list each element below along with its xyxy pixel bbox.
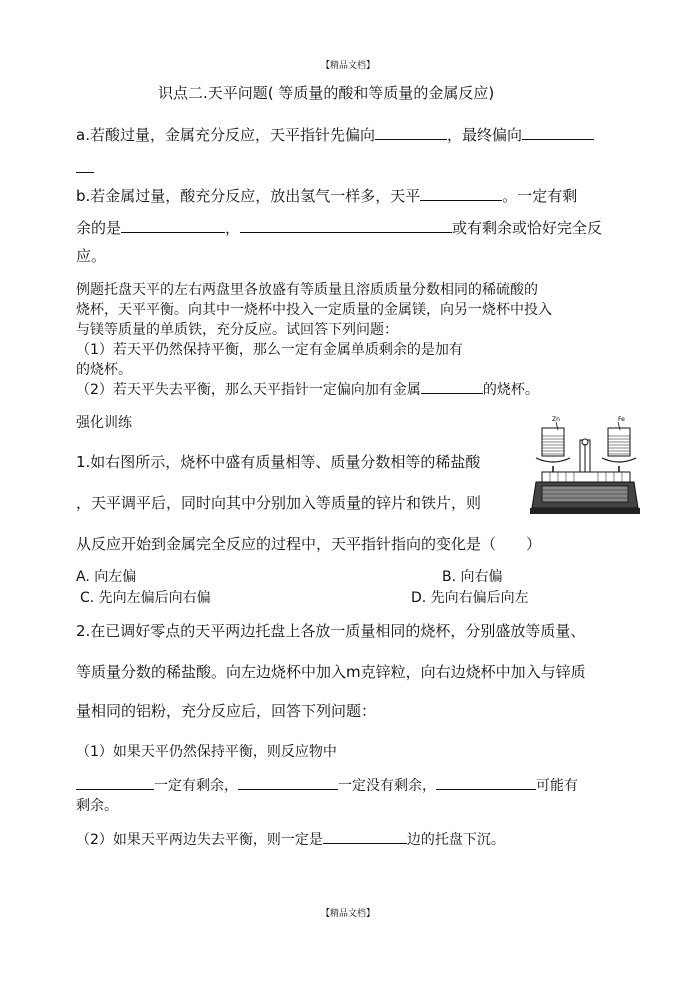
right-beaker <box>608 422 630 456</box>
fe-label: Fe <box>618 416 625 423</box>
q2-p1-text3: 可能有 <box>536 778 578 794</box>
part-b-line3: 应。 <box>76 247 107 265</box>
example-q2-text1: （2）若天平失去平衡，那么天平指针一定偏向加有金属 <box>76 382 421 398</box>
q2-p1-line1: （1）如果天平仍然保持平衡，则反应物中 <box>76 744 337 760</box>
q2-p1-text1: 一定有剩余， <box>154 778 238 794</box>
q2-p1-line2 <box>76 775 578 795</box>
q1-option-d[interactable]: D. 先向右偏后向左 <box>411 590 529 606</box>
q1-line2: ，天平调平后，同时向其中分别加入等质量的锌片和铁片，则 <box>76 494 482 512</box>
example-q2-blank[interactable] <box>421 379 483 394</box>
q2-line3: 量相同的铝粉，充分反应后，回答下列问题： <box>76 702 377 720</box>
part-a-line <box>76 124 594 145</box>
part-b-line2 <box>76 217 602 238</box>
part-b-text4: ， <box>225 219 241 237</box>
q2-p1-line3: 剩余。 <box>76 798 118 814</box>
q2-p1-text2: 一定没有剩余， <box>338 778 436 794</box>
example-q1-line2: 的烧杯。 <box>76 362 132 378</box>
q2-p2-text1: （2）如果天平两边失去平衡，则一定是 <box>76 832 323 848</box>
part-a-text1: a.若酸过量，金属充分反应，天平指针先偏向 <box>76 126 375 144</box>
example-q2-text2: 的烧杯。 <box>482 382 539 398</box>
page-header: 【精品文档】 <box>320 61 375 71</box>
part-a-blank2[interactable] <box>522 125 594 140</box>
part-b-line1 <box>76 185 577 206</box>
part-a-text2: ，最终偏向 <box>446 126 522 144</box>
part-b-text5: 或有剩余或恰好完全反 <box>452 219 603 237</box>
q2-p1-blank1[interactable] <box>76 775 154 790</box>
part-b-text1: b.若金属过量，酸充分反应，放出氢气一样多，天平 <box>76 187 421 205</box>
part-a-blank1[interactable] <box>375 125 447 140</box>
part-b-blank1[interactable] <box>420 186 502 201</box>
section-title: 强化训练 <box>76 415 132 431</box>
zn-label: Zn <box>552 416 560 423</box>
q1-line1: 1.如右图所示，烧杯中盛有质量相等、质量分数相等的稀盐酸 <box>76 453 481 471</box>
left-pan <box>536 458 570 462</box>
q2-line2: 等质量分数的稀盐酸。向左边烧杯中加入m克锌粒，向右边烧杯中加入与锌质 <box>76 663 586 681</box>
part-b-text3: 余的是 <box>76 219 122 237</box>
example-line1: 例题托盘天平的左右两盘里各放盛有等质量且溶质质量分数相同的稀硫酸的 <box>76 282 538 298</box>
page-title: 识点二.天平问题( 等质量的酸和等质量的金属反应) <box>158 84 495 102</box>
part-b-blank2[interactable] <box>121 218 225 233</box>
example-q1-line1: （1）若天平仍然保持平衡，那么一定有金属单质剩余的是加有 <box>76 342 463 358</box>
balance-figure <box>530 410 640 520</box>
example-line3: 与镁等质量的单质铁，充分反应。试回答下列问题： <box>76 322 398 338</box>
left-beaker <box>542 422 564 456</box>
example-line2: 烧杯，天平平衡。向其中一烧杯中投入一定质量的金属镁，向另一烧杯中投入 <box>76 302 552 318</box>
q1-option-c[interactable]: C. 先向左偏后向右偏 <box>80 590 211 606</box>
q2-p2-blank[interactable] <box>323 829 407 844</box>
q1-option-a[interactable]: A. 向左偏 <box>76 569 137 585</box>
q2-p2-line <box>76 829 505 849</box>
balance-beam <box>542 472 630 482</box>
q2-p2-text2: 边的托盘下沉。 <box>406 832 505 848</box>
q1-option-b[interactable]: B. 向右偏 <box>442 569 503 585</box>
part-b-text2: 。一定有剩 <box>502 187 578 205</box>
part-b-blank3[interactable] <box>240 218 452 233</box>
page-footer: 【精品文档】 <box>320 909 375 919</box>
part-a-blank2-wrap[interactable] <box>76 172 94 173</box>
right-pan <box>602 458 636 462</box>
q2-p1-blank3[interactable] <box>436 775 536 790</box>
q2-line1: 2.在已调好零点的天平两边托盘上各放一质量相同的烧杯，分别盛放等质量、 <box>76 622 586 640</box>
q2-p1-blank2[interactable] <box>238 775 338 790</box>
example-q2-line <box>76 379 539 399</box>
q1-line3: 从反应开始到金属完全反应的过程中，天平指针指向的变化是（ ） <box>76 535 542 553</box>
